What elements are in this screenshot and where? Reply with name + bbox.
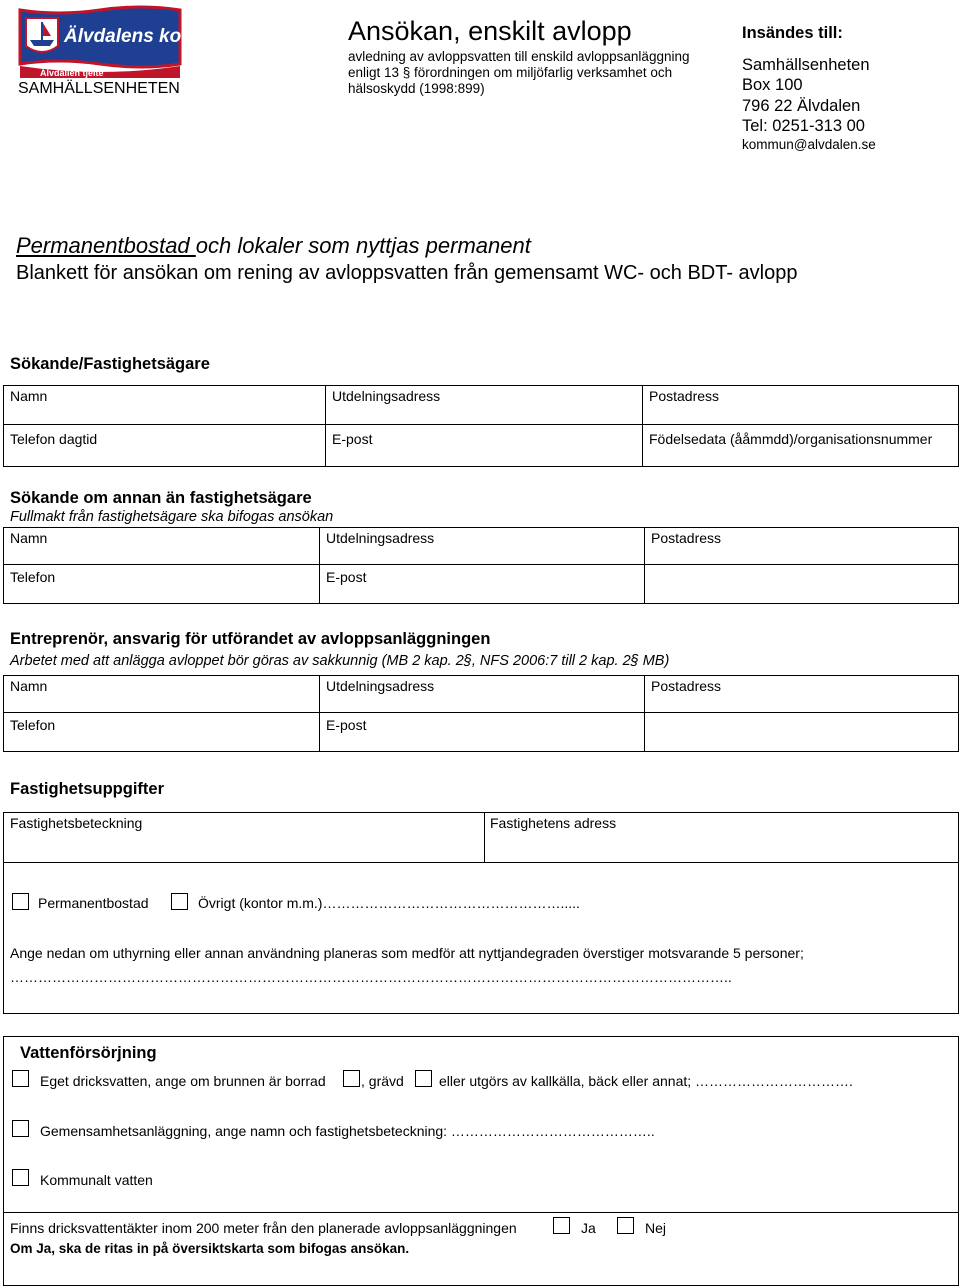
rental-answer-line[interactable]: ………………………………………………………………………………………………………………………………………..: [10, 969, 732, 985]
field-birthdate-orgnumber[interactable]: Födelsedata (ååmmdd)/organisationsnummer: [649, 431, 933, 447]
contractor-table: [3, 675, 959, 752]
other-applicant-note: Fullmakt från fastighetsägare ska bifogas ansökan: [10, 509, 334, 525]
applicant-table: [3, 385, 959, 467]
field-name[interactable]: Namn: [4, 528, 320, 565]
divider: [4, 862, 958, 863]
field-property-address[interactable]: Fastighetens adress: [490, 815, 617, 831]
send-to-line: Tel: 0251-313 00: [742, 117, 865, 135]
rental-question: Ange nedan om uthyrning eller annan användning planeras som medför att nyttjandegraden överstiger motsvarande 5 personer;: [10, 945, 804, 961]
form-subheading: Blankett för ansökan om rening av avloppsvatten från gemensamt WC- och BDT- avlopp: [16, 262, 798, 284]
send-to-email: kommun@alvdalen.se: [742, 137, 876, 152]
checkbox-shared-facility[interactable]: [12, 1120, 29, 1137]
checkbox-wells-yes[interactable]: [553, 1217, 570, 1234]
field-email[interactable]: E-post: [326, 425, 643, 466]
field-empty[interactable]: [645, 713, 958, 751]
other-applicant-section-title: Sökande om annan än fastighetsägare: [10, 489, 312, 507]
applicant-section-title: Sökande/Fastighetsägare: [10, 355, 210, 373]
checkbox-wells-no[interactable]: [617, 1217, 634, 1234]
wells-question: Finns dricksvattentäkter inom 200 meter från den planerade avloppsanläggningen: [10, 1220, 517, 1236]
checkbox-dug-well[interactable]: [343, 1070, 360, 1087]
field-postal-address[interactable]: Postadress: [645, 528, 958, 565]
contractor-section-title: Entreprenör, ansvarig för utförandet av avloppsanläggningen: [10, 630, 491, 648]
option-no: Nej: [645, 1220, 667, 1236]
contractor-note: Arbetet med att anlägga avloppet bör göras av sakkunnig (MB 2 kap. 2§, NFS 2006:7 till 2 kap. 2§ MB): [10, 653, 670, 669]
checkbox-permanent-residence[interactable]: [12, 893, 29, 910]
option-shared-facility: Gemensamhetsanläggning, ange namn och fastighetsbeteckning: ……………………………………..: [40, 1123, 655, 1139]
department-label: SAMHÄLLSENHETEN: [18, 80, 180, 97]
logo-text: Älvdalens kommun: [64, 26, 239, 47]
property-section-title: Fastighetsuppgifter: [10, 780, 165, 798]
field-email[interactable]: E-post: [320, 565, 645, 603]
field-name[interactable]: Namn: [4, 676, 320, 713]
send-to-label: Insändes till:: [742, 24, 843, 42]
municipality-logo: [18, 6, 239, 80]
field-street-address[interactable]: Utdelningsadress: [320, 676, 645, 713]
checkbox-other-use[interactable]: [171, 893, 188, 910]
option-own-water: Eget dricksvatten, ange om brunnen är borrad: [40, 1073, 326, 1089]
field-phone[interactable]: Telefon: [4, 565, 320, 603]
field-postal-address[interactable]: Postadress: [643, 386, 958, 425]
option-permanent-residence: Permanentbostad: [38, 895, 149, 911]
checkbox-municipal-water[interactable]: [12, 1169, 29, 1186]
field-empty[interactable]: [645, 565, 958, 603]
field-phone-daytime[interactable]: Telefon dagtid: [4, 425, 326, 466]
field-name[interactable]: Namn: [4, 386, 326, 425]
field-phone[interactable]: Telefon: [4, 713, 320, 751]
heading-emphasis: Permanentbostad: [16, 233, 196, 258]
field-postal-address[interactable]: Postadress: [645, 676, 958, 713]
form-subtitle: avledning av avloppsvatten till enskild avloppsanläggning enligt 13 § förordningen om miljöfarlig verksamhet och hälsoskydd (1998:899): [348, 49, 690, 96]
checkbox-own-water-drilled[interactable]: [12, 1070, 29, 1087]
option-spring-or-other: eller utgörs av kallkälla, bäck eller annat; …………………………….: [439, 1073, 853, 1089]
wells-note: Om Ja, ska de ritas in på översiktskarta som bifogas ansökan.: [10, 1241, 410, 1256]
option-yes: Ja: [581, 1220, 596, 1236]
logo-tagline: Älvdalien tjelte: [40, 68, 104, 78]
option-dug-well: , grävd: [361, 1073, 404, 1089]
water-section-title: Vattenförsörjning: [20, 1044, 157, 1062]
send-to-line: Box 100: [742, 76, 803, 94]
option-other-use: Övrigt (kontor m.m.)…………………………………………….....: [198, 895, 580, 911]
divider: [4, 1212, 958, 1213]
checkbox-spring-or-other[interactable]: [415, 1070, 432, 1087]
heading-rest: och lokaler som nyttjas permanent: [195, 233, 531, 258]
field-email[interactable]: E-post: [320, 713, 645, 751]
send-to-line: 796 22 Älvdalen: [742, 97, 861, 115]
other-applicant-table: [3, 527, 959, 604]
option-municipal-water: Kommunalt vatten: [40, 1172, 153, 1188]
field-street-address[interactable]: Utdelningsadress: [326, 386, 643, 425]
field-street-address[interactable]: Utdelningsadress: [320, 528, 645, 565]
field-property-designation[interactable]: Fastighetsbeteckning: [10, 815, 143, 831]
send-to-line: Samhällsenheten: [742, 56, 870, 74]
divider: [484, 813, 485, 862]
form-heading: [16, 233, 531, 259]
form-title: Ansökan, enskilt avlopp: [348, 16, 632, 46]
